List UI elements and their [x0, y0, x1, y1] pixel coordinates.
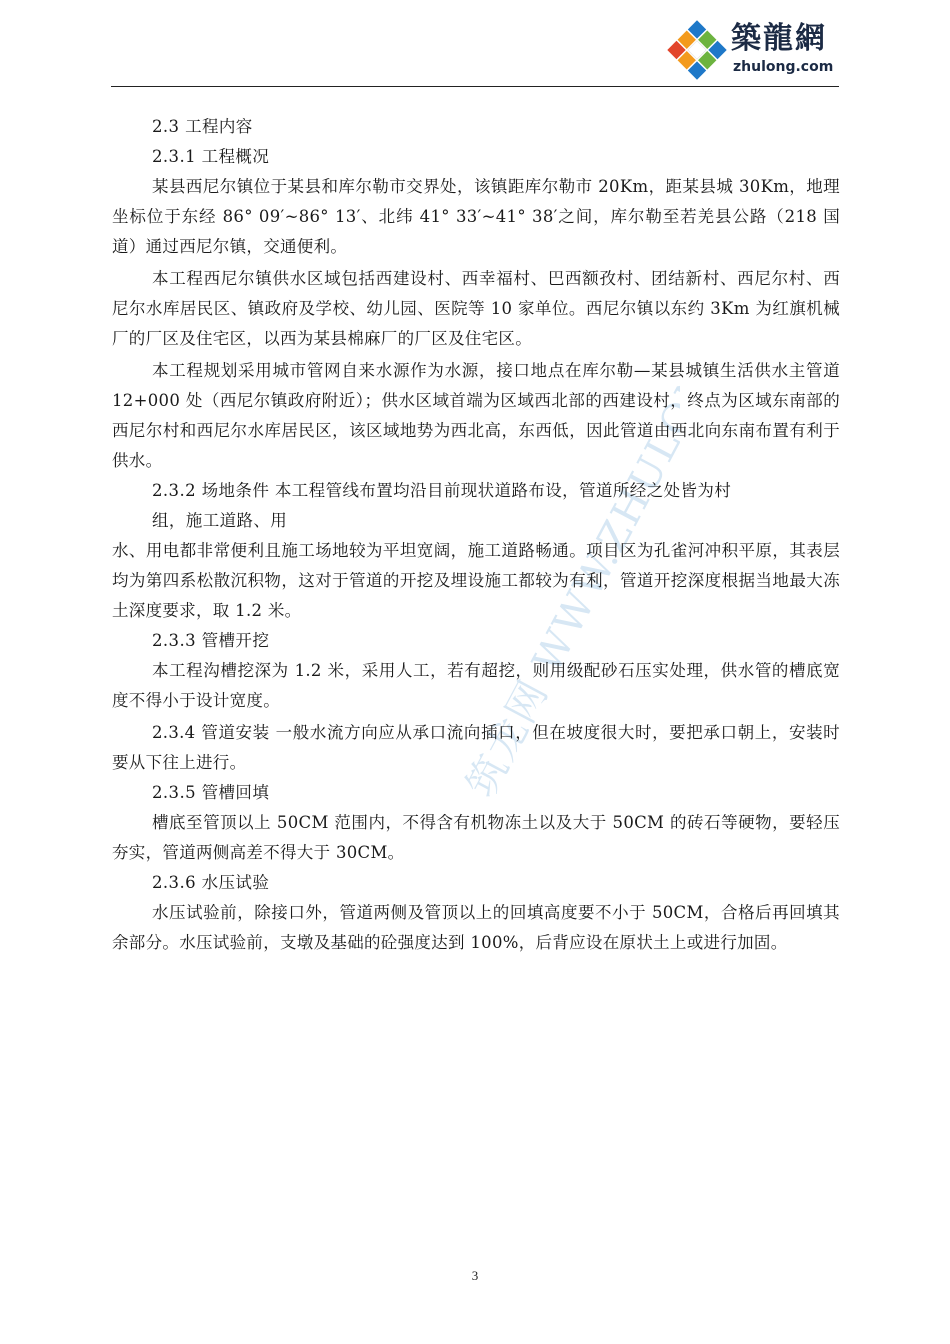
subsection-heading: 2.3.2 场地条件 本工程管线布置均沿目前现状道路布设，管道所经之处皆为村: [152, 481, 732, 500]
paragraph: 2.3.4 管道安装 一般水流方向应从承口流向插口，但在坡度很大时，要把承口朝上，安装时要从下往上进行。: [112, 723, 840, 772]
watermark-text: 筑龙网 WWW.ZHULONG.COM: [458, 330, 680, 805]
header-divider: [111, 86, 839, 87]
subsection-heading: 2.3.5 管槽回填: [152, 783, 270, 802]
subsection-heading: 2.3.3 管槽开挖: [152, 631, 270, 650]
paragraph: 槽底至管顶以上 50CM 范围内，不得含有机物冻土以及大于 50CM 的砖石等硬物，要轻压夯实，管道两侧高差不得大于 30CM。: [112, 813, 840, 862]
logo-cube-icon: [665, 20, 729, 80]
logo-chinese-name: 築龍網: [731, 21, 827, 56]
paragraph: 某县西尼尔镇位于某县和库尔勒市交界处，该镇距库尔勒市 20Km，距某县城 30Km，地理坐标位于东经 86° 09′~86° 13′、北纬 41° 33′~41° 38′之间，库尔勒至若羌县公路（218 国道）通过西尼尔镇，交通便利。: [112, 177, 840, 256]
page-number: 3: [471, 1268, 479, 1283]
paragraph-line: 组，施工道路、用: [152, 511, 288, 530]
document-body: [112, 112, 840, 958]
paragraph: 本工程规划采用城市管网自来水源作为水源，接口地点在库尔勒—某县城镇生活供水主管道 12+000 处（西尼尔镇政府附近）；供水区域首端为区域西北部的西建设村，终点为区域东南部的西尼尔村和西尼尔水库居民区，该区域地势为西北高，东西低，因此管道由西北向东南布置有利于供水。: [112, 361, 840, 470]
page-header: [0, 0, 950, 90]
paragraph: 本工程西尼尔镇供水区域包括西建设村、西幸福村、巴西额孜村、团结新村、西尼尔村、西尼尔水库居民区、镇政府及学校、幼儿园、医院等 10 家单位。西尼尔镇以东约 3Km 为红旗机械厂的厂区及住宅区，以西为某县棉麻厂的厂区及住宅区。: [112, 269, 840, 348]
zhulong-logo: [665, 20, 845, 80]
logo-domain: zhulong.com: [733, 59, 834, 75]
paragraph: 水压试验前，除接口外，管道两侧及管顶以上的回填高度要不小于 50CM，合格后再回填其余部分。水压试验前，支墩及基础的砼强度达到 100%，后背应设在原状土上或进行加固。: [112, 903, 840, 952]
subsection-heading: 2.3.1 工程概况: [152, 147, 270, 166]
paragraph: 本工程沟槽挖深为 1.2 米，采用人工，若有超挖，则用级配砂石压实处理，供水管的槽底宽度不得小于设计宽度。: [112, 661, 840, 710]
section-heading: 2.3 工程内容: [152, 117, 253, 136]
subsection-heading: 2.3.6 水压试验: [152, 873, 270, 892]
paragraph: 水、用电都非常便利且施工场地较为平坦宽阔，施工道路畅通。项目区为孔雀河冲积平原，其表层均为第四系松散沉积物，这对于管道的开挖及埋设施工都较为有利，管道开挖深度根据当地最大冻土深度要求，取 1.2 米。: [112, 541, 840, 620]
